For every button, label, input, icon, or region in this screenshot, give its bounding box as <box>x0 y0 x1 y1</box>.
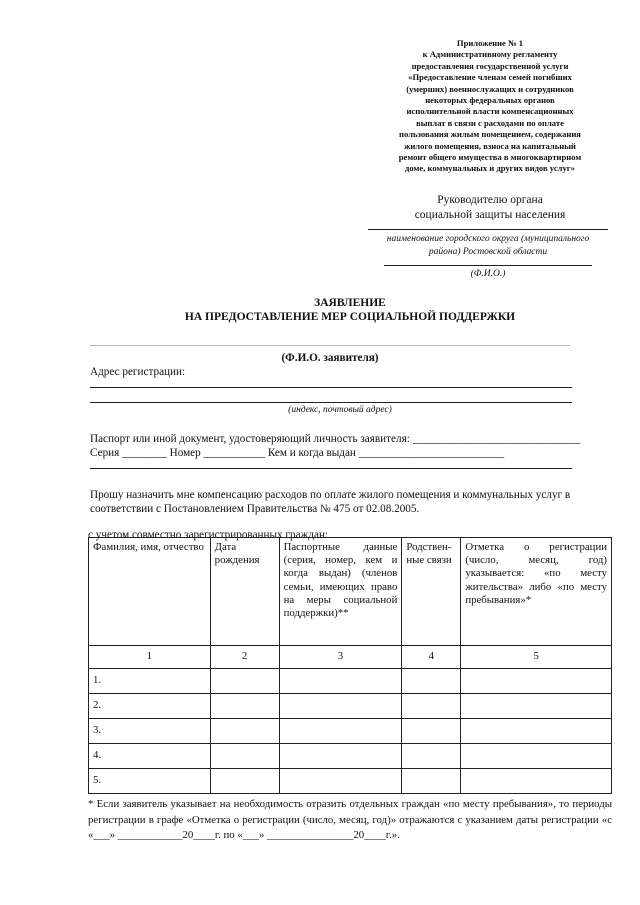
table-cell[interactable] <box>210 719 279 744</box>
request-line-2: соответствии с Постановлением Правительства № 475 от 02.08.2005. <box>90 503 420 515</box>
municipality-note-line-1: наименование городского округа (муниципального <box>386 234 590 244</box>
title-line-2: НА ПРЕДОСТАВЛЕНИЕ МЕР СОЦИАЛЬНОЙ ПОДДЕРЖКИ <box>184 311 516 323</box>
table-row <box>89 669 612 694</box>
passport-series-line: Серия ________ Номер ___________ Кем и когда выдан __________________________ <box>90 447 505 459</box>
table-column-numbers-row <box>89 646 612 669</box>
appendix-title: Приложение № 1 <box>456 38 524 48</box>
addressee-block <box>380 193 600 223</box>
applicant-fio-field-line[interactable] <box>90 345 570 346</box>
appendix-line: пользования жилым помещением, содержания <box>399 129 581 140</box>
applicant-fio-label: (Ф.И.О. заявителя) <box>281 352 379 364</box>
appendix-line: некоторых федеральных органов <box>425 95 555 106</box>
table-row <box>89 769 612 794</box>
appendix-line: «Предоставление членам семей погибших <box>408 72 572 83</box>
table-cell[interactable] <box>279 719 402 744</box>
table-cell[interactable] <box>402 769 461 794</box>
table-cell[interactable] <box>210 744 279 769</box>
appendix-block <box>360 38 620 175</box>
row-number: 3. <box>89 719 211 744</box>
table-row <box>89 694 612 719</box>
addressee-line-2: социальной защиты населения <box>414 209 566 221</box>
appendix-line: жилого помещения, взноса на капитальный <box>404 140 576 151</box>
appendix-line: (умерших) военнослужащих и сотрудников <box>406 83 574 94</box>
table-cell[interactable] <box>279 744 402 769</box>
official-fio-note: (Ф.И.О.) <box>470 269 506 279</box>
header-birth-date: Дата рождения <box>210 538 279 646</box>
table-cell[interactable] <box>210 669 279 694</box>
table-cell[interactable] <box>210 694 279 719</box>
table-row <box>89 719 612 744</box>
table-header-row <box>89 538 612 646</box>
header-relation: Родствен-ные связи <box>402 538 461 646</box>
column-number: 1 <box>89 646 211 669</box>
table-cell[interactable] <box>402 719 461 744</box>
with-citizens-label: с учетом совместно зарегистрированных граждан: <box>88 529 329 541</box>
row-number: 5. <box>89 769 211 794</box>
table-row <box>89 744 612 769</box>
row-number: 1. <box>89 669 211 694</box>
official-fio-field-line[interactable] <box>384 265 592 266</box>
table-cell[interactable] <box>402 744 461 769</box>
title-line-1: ЗАЯВЛЕНИЕ <box>314 297 386 309</box>
table-cell[interactable] <box>461 669 612 694</box>
column-number: 2 <box>210 646 279 669</box>
appendix-line: доме, коммунальных и других видов услуг» <box>405 163 575 174</box>
municipality-note <box>362 233 614 259</box>
address-field-line-2[interactable] <box>90 402 572 403</box>
appendix-line: к Административному регламенту <box>422 49 558 60</box>
request-line-1: Прошу назначить мне компенсацию расходов по оплате жилого помещения и коммунальных услуг в <box>90 489 571 501</box>
citizens-table <box>88 537 612 794</box>
header-passport: Паспортные данные (серия, номер, кем и когда выдан) (членов семьи, имеющих право на меры социальной поддержки)** <box>279 538 402 646</box>
table-cell[interactable] <box>461 694 612 719</box>
table-cell[interactable] <box>461 769 612 794</box>
municipality-field-line[interactable] <box>368 229 608 230</box>
header-registration: Отметка о регистрации (число, месяц, год) указывается: «по месту жительства» либо «по месту пребывания»* <box>461 538 612 646</box>
municipality-note-line-2: района) Ростовской области <box>428 247 548 257</box>
table-cell[interactable] <box>461 719 612 744</box>
column-number: 5 <box>461 646 612 669</box>
appendix-line: исполнительной власти компенсационных <box>406 106 574 117</box>
address-field-line-1[interactable] <box>90 387 572 388</box>
column-number: 3 <box>279 646 402 669</box>
appendix-line: предоставления государственной услуги <box>411 60 569 71</box>
table-cell[interactable] <box>402 669 461 694</box>
passport-field-line[interactable] <box>90 468 572 469</box>
address-label: Адрес регистрации: <box>90 366 186 378</box>
address-note: (индекс, почтовый адрес) <box>288 405 392 415</box>
table-cell[interactable] <box>279 769 402 794</box>
table-cell[interactable] <box>461 744 612 769</box>
column-number: 4 <box>402 646 461 669</box>
appendix-line: ремонт общего имущества в многоквартирном <box>398 152 582 163</box>
table-cell[interactable] <box>210 769 279 794</box>
appendix-line: выплат в связи с расходами по оплате <box>416 117 564 128</box>
footnote: * Если заявитель указывает на необходимость отразить отдельных граждан «по месту пребывания», то периоды регистрации в графе «Отметка о регистрации (число, месяц, год)» отражаются с указанием даты регистрации «с «___» ____________20____г. по «___» ________________20____г.». <box>88 798 612 841</box>
table-cell[interactable] <box>279 694 402 719</box>
table-cell[interactable] <box>402 694 461 719</box>
row-number: 2. <box>89 694 211 719</box>
passport-label: Паспорт или иной документ, удостоверяющий личность заявителя: ______________________________ <box>90 433 581 445</box>
table-cell[interactable] <box>279 669 402 694</box>
header-fio: Фамилия, имя, отчество <box>89 538 211 646</box>
document-title <box>90 296 610 324</box>
row-number: 4. <box>89 744 211 769</box>
addressee-line-1: Руководителю органа <box>437 194 543 206</box>
